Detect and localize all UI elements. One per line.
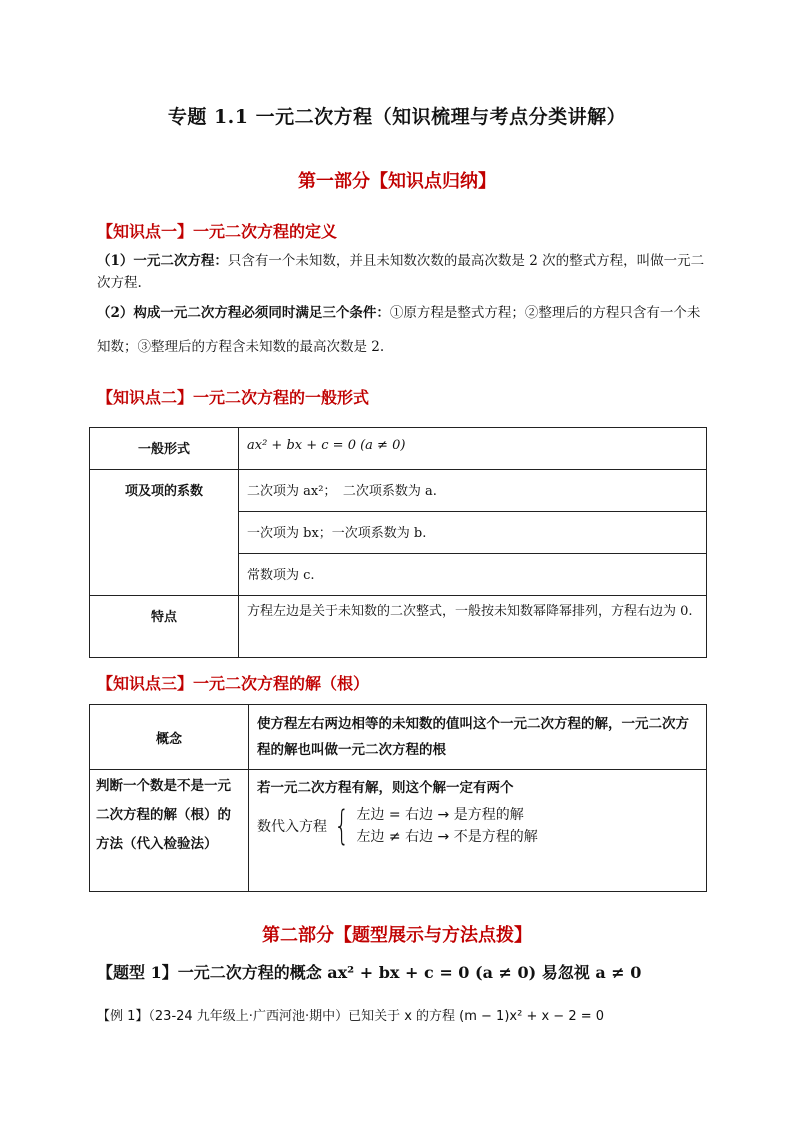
concept-label: 概念: [90, 705, 249, 770]
substitution-prefix: 数代入方程: [257, 819, 327, 835]
method-value: [249, 770, 707, 892]
method-label: 判断一个数是不是一元二次方程的解（根）的方法（代入检验法）: [90, 770, 249, 892]
kp1-para2: [97, 296, 707, 364]
kp1-para2-lead: （2）构成一元二次方程必须同时满足三个条件：: [97, 305, 390, 321]
feature-value: 方程左边是关于未知数的二次整式，一般按未知数幂降幂排列，方程右边为 0.: [239, 596, 707, 658]
example1-line: 【例 1】（23-24 九年级上·广西河池·期中）已知关于 x 的方程 (m − 1)x² + x − 2 = 0: [97, 1009, 605, 1024]
part2-title: 第二部分【题型展示与方法点拨】: [262, 925, 532, 946]
page-title: 专题 1.1 一元二次方程（知识梳理与考点分类讲解）: [167, 106, 627, 128]
kp1-para1-lead: （1）一元二次方程：: [97, 253, 228, 269]
linear-term: 一次项为 bx；一次项系数为 b.: [239, 512, 707, 554]
general-form-value: ax² + bx + c = 0 (a ≠ 0): [239, 428, 707, 470]
terms-label: 项及项的系数: [90, 470, 239, 596]
solution-table: [89, 704, 707, 892]
kp1-heading: 【知识点一】一元二次方程的定义: [97, 222, 338, 241]
type1-heading: 【题型 1】一元二次方程的概念 ax² + bx + c = 0 (a ≠ 0) 易忽视 a ≠ 0: [97, 963, 642, 982]
substitution-cases: [257, 804, 698, 848]
general-form-table: [89, 427, 707, 658]
case-equal: 左边 = 右边 → 是方程的解: [356, 807, 524, 823]
kp1-para1: [97, 250, 707, 294]
kp1-para1-body: 只含有一个未知数，并且未知数次数的最高次数是 2 次的整式方程，叫做一元二次方程.: [97, 253, 705, 291]
constant-term: 常数项为 c.: [239, 554, 707, 596]
part1-title: 第一部分【知识点归纳】: [298, 171, 496, 192]
concept-value: 使方程左右两边相等的未知数的值叫这个一元二次方程的解，一元二次方程的解也叫做一元二次方程的根: [249, 705, 707, 770]
case-not-equal: 左边 ≠ 右边 → 不是方程的解: [356, 829, 538, 845]
left-brace-icon: {: [334, 803, 350, 849]
general-form-label: 一般形式: [90, 428, 239, 470]
feature-label: 特点: [90, 596, 239, 658]
quadratic-term: 二次项为 ax²； 二次项系数为 a.: [239, 470, 707, 512]
kp1-para2-body: ①原方程是整式方程；②整理后的方程只含有一个未知数；③整理后的方程含未知数的最高次数是 2.: [97, 305, 701, 355]
kp3-heading: 【知识点三】一元二次方程的解（根）: [97, 674, 370, 693]
kp2-heading: 【知识点二】一元二次方程的一般形式: [97, 388, 370, 407]
method-line: 若一元二次方程有解，则这个解一定有两个: [257, 780, 514, 796]
